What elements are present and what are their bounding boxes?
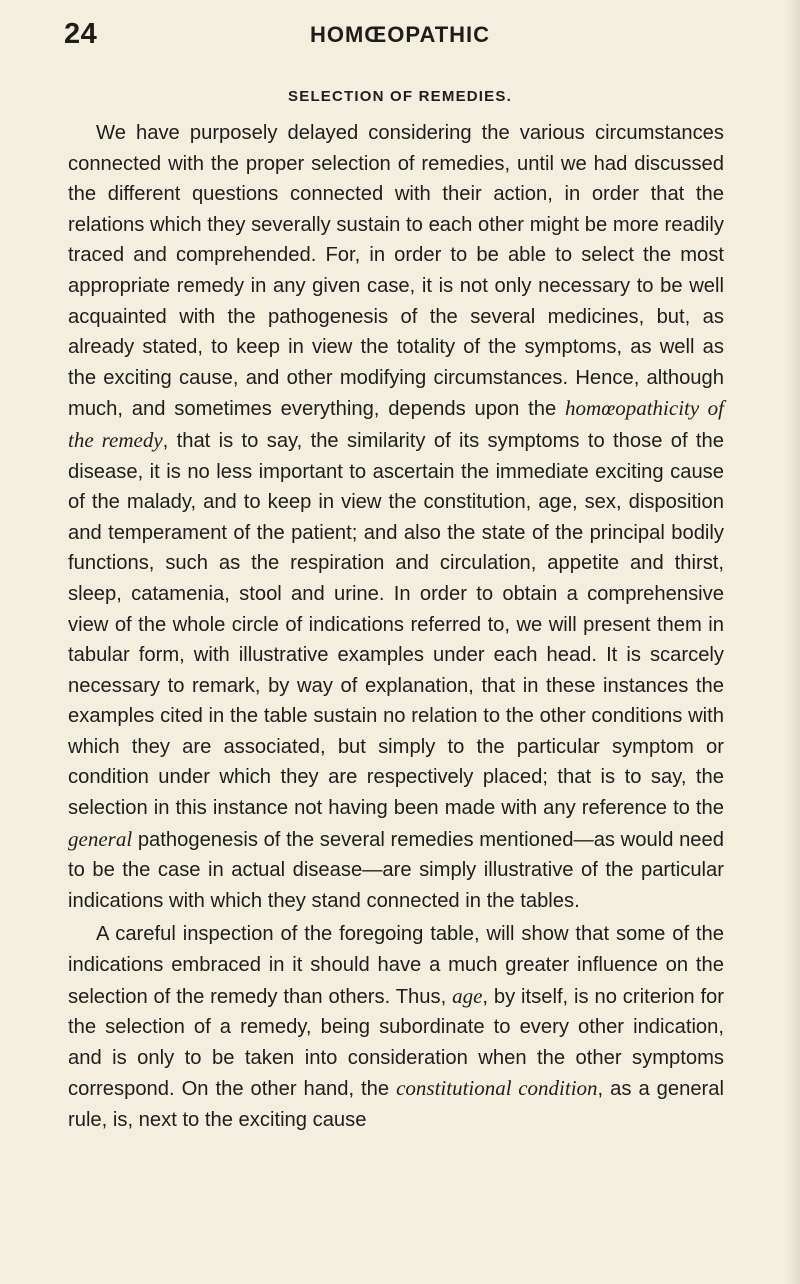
italic-phrase: general	[68, 826, 133, 851]
paragraph-text: , that is to say, the similarity of its symptoms to those of the disease, it is no less important to ascertain the immediate exciting cause of the malady, and to keep in view the constitution, age, sex, disposition and temperament of the patient; and also the state of the principal bodily functions, such as the respiration and circulation, appetite and thirst, sleep, catamenia, stool and urine. In order to obtain a comprehensive view of the whole circle of indications referred to, we will present them in tabular form, with illustrative examples under each head. It is scarcely necessary to remark, by way of explanation, that in these instances the examples cited in the table sustain no relation to the other conditions with which they are associated, but simply to the particular symptom or condition under which they are respectively placed; that is to say, the selection in this instance not having been made with any reference to the	[68, 429, 724, 820]
paragraph	[68, 919, 724, 1135]
page-edge-shadow	[786, 0, 800, 1284]
running-head	[0, 18, 800, 58]
body-text	[68, 118, 724, 1136]
paragraph-text: pathogenesis of the several remedies mentioned—as would need to be the case in actual disease—are simply illustrative of the particular indications with which they stand connected in the tables.	[68, 828, 724, 912]
section-heading: SELECTION OF REMEDIES.	[288, 88, 512, 105]
paragraph-text: , as a general rule, is, next to the exciting cause	[68, 1078, 724, 1131]
italic-phrase: homœopathicity of the remedy	[68, 396, 724, 452]
paragraph-text: , by itself, is no criterion for the selection of a remedy, being subordinate to every other indication, and is only to be taken into consideration when the other symptoms correspond. On the other hand, the	[68, 985, 725, 1101]
paragraph-text: A careful inspection of the foregoing table, will show that some of the indications embraced in it should have a much greater influence on the selection of the remedy than others. Thus,	[68, 923, 724, 1008]
paragraph	[68, 118, 724, 916]
paragraph-text: We have purposely delayed considering the various circumstances connected with the proper selection of remedies, until we had discussed the different questions connected with their action, in order that the relations which they severally sustain to each other might be more readily traced and comprehended. For, in order to be able to select the most appropriate remedy in any given case, it is not only necessary to be well acquainted with the pathogenesis of the several medicines, but, as already stated, to keep in view the totality of the symptoms, as well as the exciting cause, and other modifying circumstances. Hence, although much, and sometimes everything, depends upon the	[68, 122, 724, 421]
italic-phrase: age	[452, 983, 483, 1008]
running-title: HOMŒOPATHIC	[309, 22, 491, 47]
page-number: 24	[64, 18, 98, 50]
italic-phrase: constitutional condition	[396, 1076, 598, 1101]
